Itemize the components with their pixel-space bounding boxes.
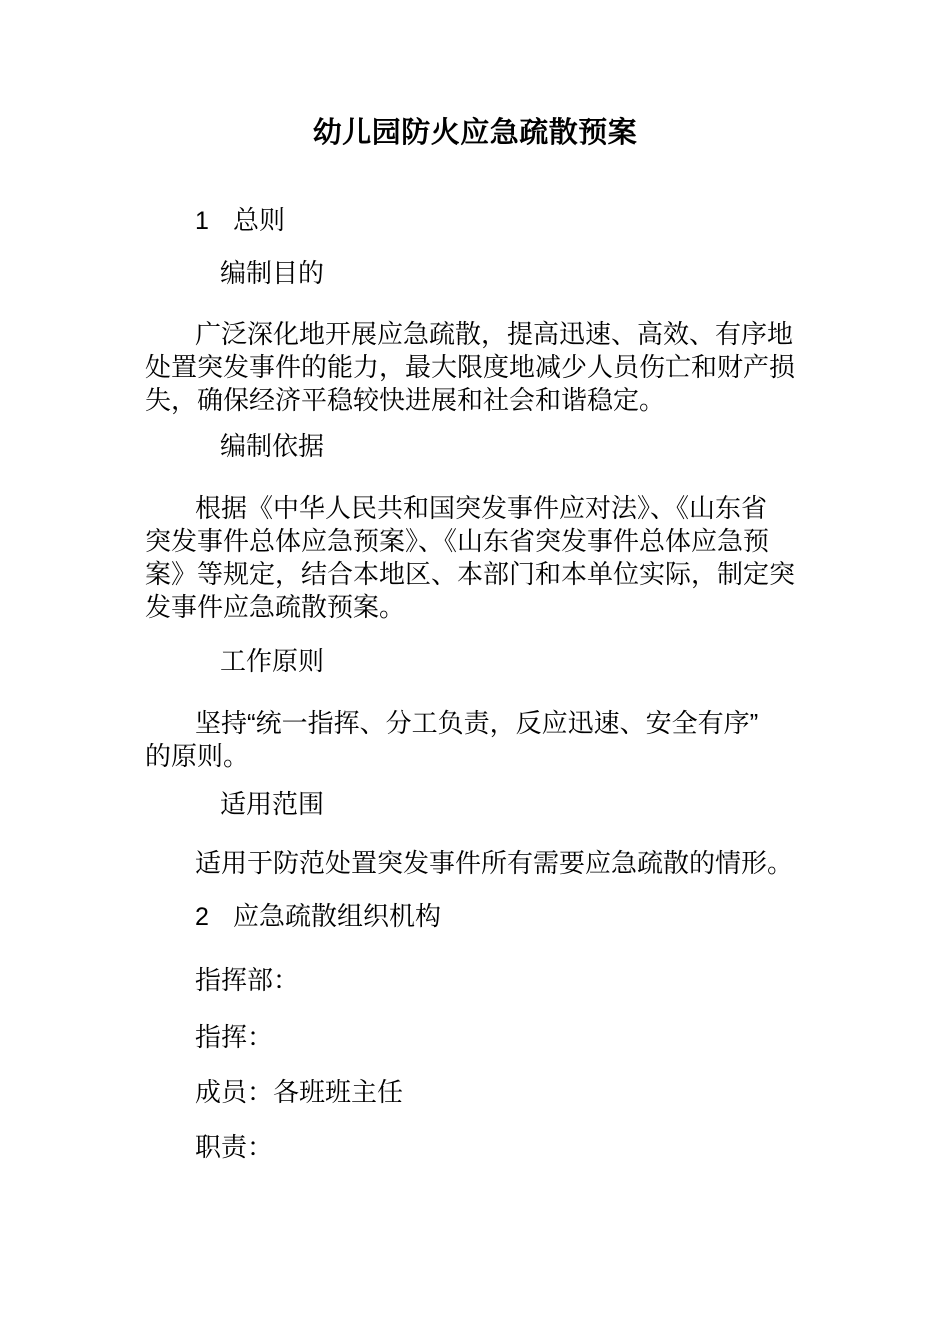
paragraph-line: 适用于防范处置突发事件所有需要应急疏散的情形。 — [195, 848, 794, 878]
section-number: 1 — [195, 207, 209, 235]
paragraph-purpose — [0, 318, 950, 417]
section-heading-text: 总则 — [233, 205, 286, 235]
section-number: 2 — [195, 903, 209, 931]
subheading-work-principles: 工作原则 — [220, 646, 325, 676]
paragraph-line: 的原则。 — [145, 741, 250, 771]
paragraph-line: 发事件应急疏散预案。 — [145, 592, 406, 622]
paragraph-principles — [0, 707, 950, 773]
subheading-compilation-basis: 编制依据 — [220, 431, 325, 461]
paragraph-line: 广泛深化地开展应急疏散，提高迅速、高效、有序地 — [195, 319, 794, 349]
paragraph-line: 失，确保经济平稳较快进展和社会和谐稳定。 — [145, 385, 666, 415]
paragraph-line: 坚持“统一指挥、分工负责，反应迅速、安全有序” — [195, 708, 759, 738]
subheading-compilation-purpose: 编制目的 — [220, 258, 325, 288]
paragraph-basis — [0, 492, 950, 624]
paragraph-scope — [0, 847, 950, 880]
label-members: 成员：各班班主任 — [195, 1077, 404, 1107]
section-heading-2 — [0, 900, 950, 934]
document-title: 幼儿园防火应急疏散预案 — [312, 117, 638, 149]
subheading-scope: 适用范围 — [220, 789, 325, 819]
paragraph-line: 案》等规定，结合本地区、本部门和本单位实际，制定突 — [145, 559, 796, 589]
label-command-department: 指挥部： — [195, 965, 300, 995]
paragraph-line: 突发事件总体应急预案》、《山东省突发事件总体应急预 — [145, 526, 770, 556]
section-heading-text: 应急疏散组织机构 — [233, 901, 442, 931]
paragraph-line: 根据《中华人民共和国突发事件应对法》、《山东省 — [195, 493, 768, 523]
label-commander: 指挥： — [195, 1022, 274, 1052]
label-duties: 职责： — [195, 1132, 274, 1162]
paragraph-line: 处置突发事件的能力，最大限度地减少人员伤亡和财产损 — [145, 352, 796, 382]
section-heading-1 — [0, 204, 950, 238]
